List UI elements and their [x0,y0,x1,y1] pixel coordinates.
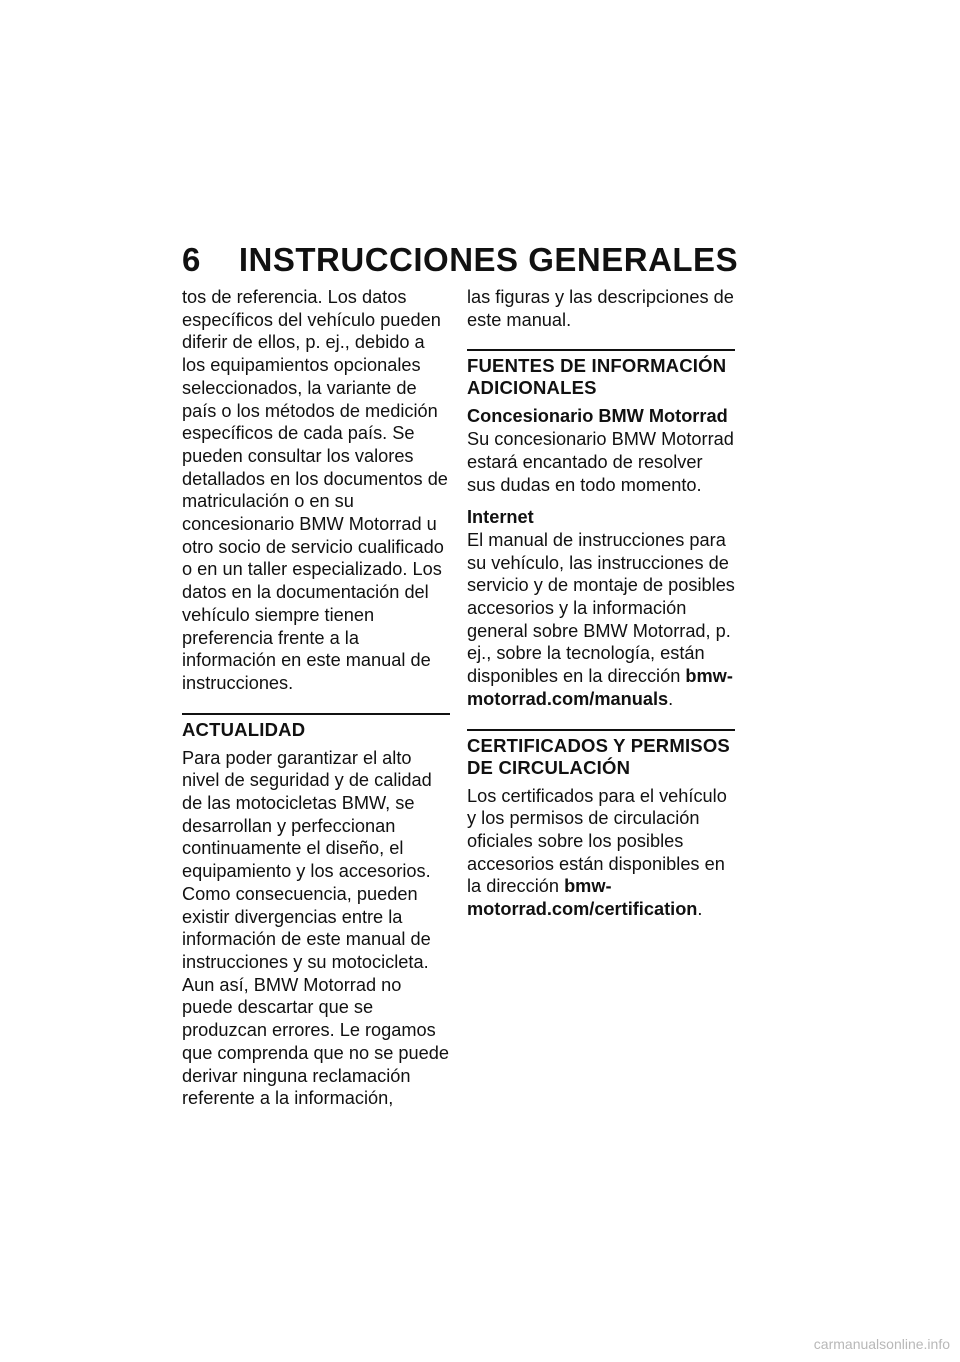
internet-paragraph [467,529,735,711]
left-paragraph-1: tos de referencia. Los datos específicos del vehículo pueden diferir de ellos, p. ej., debido a los equipamientos opcionales seleccionados, la variante de país o los métodos de medición específicos de cada país. Se pueden consultar los valores detallados en los documentos de matriculación o en su concesionario BMW Motorrad u otro socio de servicio cualificado o en un taller especializado. Los datos en la documentación del vehículo siempre tienen preferencia frente a la información en este manual de instrucciones. [182,287,448,693]
internet-text: El manual de instrucciones para su vehículo, las instrucciones de servicio y de montaje de posibles accesorios y la información general sobre BMW Motorrad, p. ej., sobre la tecnología, están disponibles en la dirección [467,529,735,687]
right-paragraph-1: las figuras y las descripciones de este manual. [467,287,734,330]
dealer-paragraph: Su concesionario BMW Motorrad estará encantado de resolver sus dudas en todo momento. [467,429,734,495]
manuals-link[interactable]: bmw-motorrad.com/manuals [467,666,733,709]
chapter-heading [182,240,782,280]
section-divider [467,349,735,351]
chapter-title: INSTRUCCIONES GENERALES [238,241,739,278]
certificates-paragraph [467,785,735,921]
chapter-number: 6 [182,241,201,278]
left-paragraph-2: Para poder garantizar el alto nivel de seguridad y de calidad de las motocicletas BMW, se desarrollan y perfeccionan continuamente el diseño, el equipamiento y los accesorios. Como consecuencia, pueden existir divergencias entre la información de este manual de instrucciones y su motocicleta. Aun así, BMW Motorrad no puede descartar que se produzcan errores. Le rogamos que comprenda que no se puede derivar ninguna reclamación referente a la información, [182,747,449,1109]
subheading-internet: Internet [467,507,534,528]
right-column [467,286,735,921]
footer-watermark: carmanualsonline.info [813,1336,950,1352]
subheading-dealer: Concesionario BMW Motorrad [467,406,728,427]
certificates-period: . [697,899,703,920]
section-divider [182,713,450,715]
internet-period: . [668,688,674,709]
section-title-fuentes: FUENTES DE INFORMACIÓN ADICIONALES [467,355,727,399]
certification-link[interactable]: bmw-motorrad.com/certification [467,876,698,920]
section-divider [467,729,735,731]
section-title-actualidad: ACTUALIDAD [182,718,306,740]
certificates-text: Los certificados para el vehículo y los permisos de circulación oficiales sobre los posibles accesorios están disponibles en la dirección [467,785,727,897]
left-column [182,286,450,1110]
section-title-certificados: CERTIFICADOS Y PERMISOS DE CIRCULACIÓN [467,734,730,778]
